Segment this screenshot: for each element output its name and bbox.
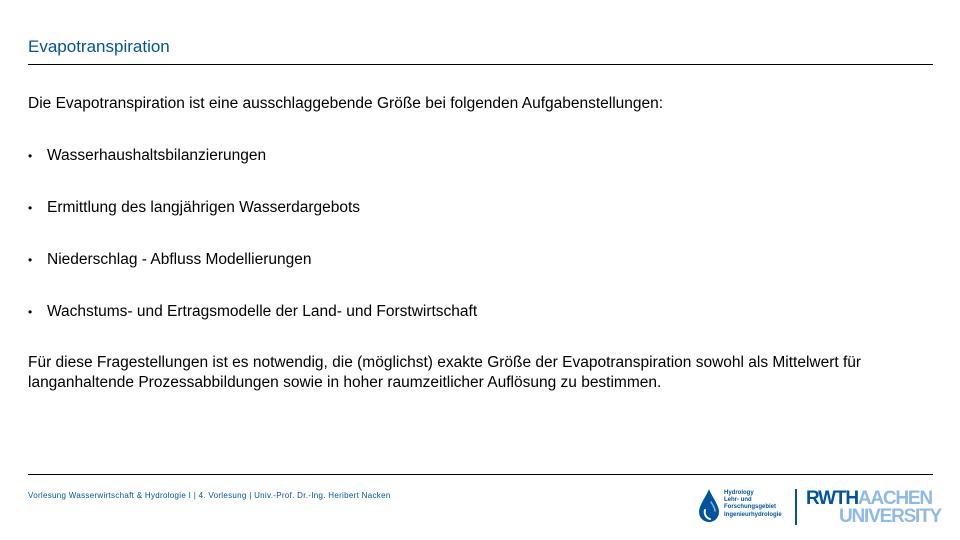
list-item [28,147,477,199]
bullet-text: Wachstums- und Ertragsmodelle der Land- und Forstwirtschaft [47,303,478,320]
list-item [28,251,477,303]
title-divider [28,64,933,65]
slide-title: Evapotranspiration [28,37,170,56]
list-item [28,303,477,355]
bullet-icon: • [28,253,33,267]
university-wordmark: UNIVERSITY [839,506,942,527]
water-drop-icon [698,488,720,524]
rwth-logo-wordmark: RWTH [806,488,858,509]
bullet-icon: • [28,201,33,215]
rwth-logo [806,488,942,527]
bullet-text: Niederschlag - Abfluss Modellierungen [47,251,312,268]
intro-text: Die Evapotranspiration ist eine ausschlaggebende Größe bei folgenden Aufgabenstellungen: [28,95,664,112]
logo-separator [795,489,797,525]
aachen-wordmark: AACHEN [857,488,932,509]
bullet-icon: • [28,149,33,163]
bullet-text: Ermittlung des langjährigen Wasserdargebots [47,199,361,216]
bullet-list [28,147,477,355]
list-item [28,199,477,251]
footer-divider [28,474,933,475]
bullet-text: Wasserhaushaltsbilanzierungen [47,147,267,164]
hydrology-logo-text: Hydrology Lehr- und Forschungsgebiet Ingenieurhydrologie [724,490,782,518]
closing-paragraph: Für diese Fragestellungen ist es notwendig, die (möglichst) exakte Größe der Evapotranspiration sowohl als Mittelwert für langanhaltende Prozessabbildungen sowie in hoher raumzeitlicher Auflösung zu bestimmen. [28,354,862,391]
hydrology-logo [698,487,788,527]
footer-text: Vorlesung Wasserwirtschaft & Hydrologie I | 4. Vorlesung | Univ.-Prof. Dr.-Ing. Heribert Nacken [28,491,391,500]
bullet-icon: • [28,305,33,319]
